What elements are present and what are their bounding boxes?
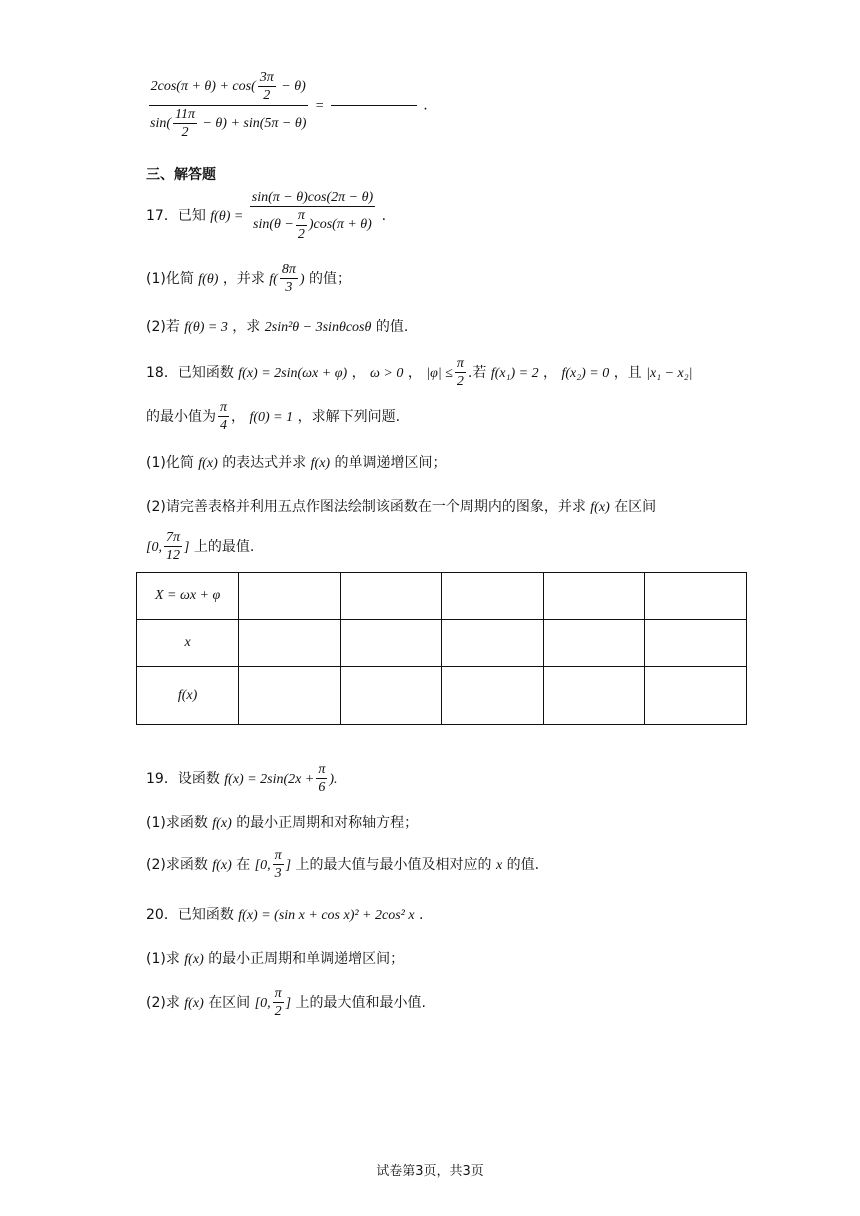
q16-period: . <box>423 97 428 114</box>
q16-equals: = <box>314 98 325 114</box>
table-cell[interactable] <box>543 573 645 620</box>
table-cell[interactable] <box>340 667 442 725</box>
q18-part1: (1)化简 f(x) 的表达式并求 f(x) 的单调递增区间； <box>146 455 447 471</box>
table-cell[interactable] <box>239 667 341 725</box>
q17-stem: 17．已知 f(θ) = sin(π − θ)cos(2π − θ) sin(θ − $\frac{\pi}{2}$ )cos(π + θ) . <box>146 190 387 242</box>
table-cell[interactable] <box>340 573 442 620</box>
q16-numerator: 2cos(π + θ) + cos( $\frac{3\pi}{2}$ − θ) <box>149 70 308 106</box>
q17-fraction: sin(π − θ)cos(2π − θ) sin(θ − $\frac{\pi}{2}$ )cos(π + θ) <box>251 190 374 242</box>
q16-expression <box>146 70 428 141</box>
table-cell[interactable] <box>645 573 747 620</box>
table-cell[interactable] <box>543 667 645 725</box>
q20-stem: 20．已知函数 f(x) = (sin x + cos x)² + 2cos² x . <box>146 907 424 923</box>
table-cell[interactable] <box>543 620 645 667</box>
q17-part2: (2)若 f(θ) = 3 ，求 2sin²θ − 3sinθcosθ 的值. <box>146 319 409 335</box>
table-cell[interactable] <box>442 667 544 725</box>
table-row <box>137 620 747 667</box>
table-row-label: f(x) <box>137 667 239 725</box>
q19-part2: (2)求函数 f(x) 在 [0, $\frac{\pi}{3}$ ] 上的最大值与最小值及相对应的 x 的值. <box>146 848 540 882</box>
q17-part1: (1)化简 f(θ) ，并求 f( $\frac{8\pi}{3}$ ) 的值； <box>146 262 351 296</box>
q18-stem-line1: 18．已知函数 f(x) = 2sin(ωx + φ) ， ω > 0 ， |φ| ≤ $\frac{\pi}{2}$ .若 f(x₁) = 2 ， f(x₂) = 0 ，且 |x₁ − x₂| <box>146 356 693 390</box>
table-row <box>137 667 747 725</box>
q18-stem-line2: 的最小值为 $\frac{\pi}{4}$ ， f(0) = 1 ，求解下列问题. <box>146 400 401 434</box>
table-cell[interactable] <box>645 667 747 725</box>
q19-stem: 19．设函数 f(x) = 2sin(2x + $\frac{\pi}{6}$ ). <box>146 762 338 796</box>
five-point-table <box>136 572 747 725</box>
q16-big-fraction <box>148 70 308 141</box>
q19-part1: (1)求函数 f(x) 的最小正周期和对称轴方程； <box>146 815 419 831</box>
table-cell[interactable] <box>442 620 544 667</box>
table-cell[interactable] <box>340 620 442 667</box>
table-row-label: x <box>137 620 239 667</box>
table-cell[interactable] <box>239 573 341 620</box>
table-cell[interactable] <box>239 620 341 667</box>
q18-part2-line2: [0, $\frac{7\pi}{12}$ ] 上的最值. <box>146 530 255 564</box>
page-footer: 试卷第3页，共3页 <box>376 1164 484 1179</box>
q20-part2: (2)求 f(x) 在区间 [0, $\frac{\pi}{2}$ ] 上的最大值和最小值. <box>146 986 426 1020</box>
q16-answer-blank[interactable] <box>331 105 417 106</box>
table-row <box>137 573 747 620</box>
table-cell[interactable] <box>645 620 747 667</box>
table-row-label: X = ωx + φ <box>137 573 239 620</box>
q20-part1: (1)求 f(x) 的最小正周期和单调递增区间； <box>146 951 405 967</box>
q16-denominator: sin( $\frac{11\pi}{2}$ − θ) + sin(5π − θ) <box>150 106 307 141</box>
section-title: 三、解答题 <box>146 167 216 183</box>
q18-part2-line1: (2)请完善表格并利用五点作图法绘制该函数在一个周期内的图象，并求 f(x) 在区间 <box>146 499 657 515</box>
table-cell[interactable] <box>442 573 544 620</box>
